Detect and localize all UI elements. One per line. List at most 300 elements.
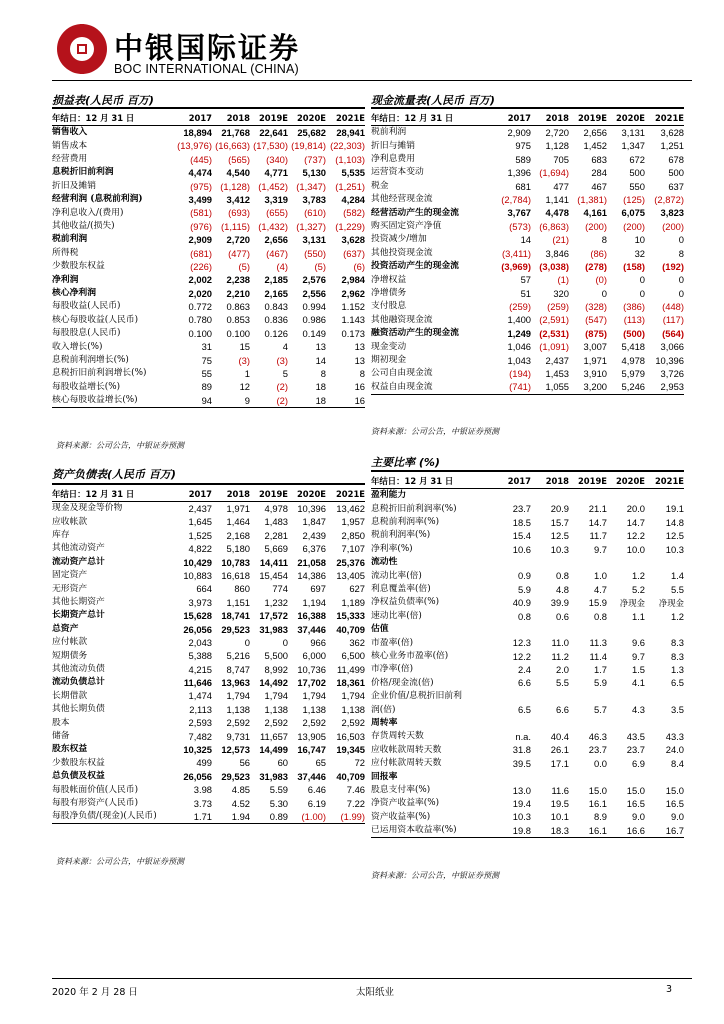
cell-value: 774 <box>272 583 288 595</box>
cell-value: 1.0 <box>593 570 607 582</box>
cell-value: 13.0 <box>512 784 531 796</box>
cell-value: 11,499 <box>337 663 365 675</box>
table-row <box>52 663 365 676</box>
cell-value: 1.5 <box>631 664 645 676</box>
cell-value: 5.30 <box>269 797 288 809</box>
cell-value: (741) <box>491 380 531 394</box>
cell-value: 16.5 <box>665 797 684 809</box>
column-header-label: 年结日：12 月 31 日 <box>371 474 491 489</box>
cell-value: (194) <box>509 368 531 380</box>
cell-value: 0.0 <box>593 757 607 769</box>
cell-value: 975 <box>515 140 531 152</box>
cell-value: 2,592 <box>302 717 326 729</box>
cell-value: 37,446 <box>297 623 326 635</box>
cell-value <box>531 489 569 503</box>
cell-value: (0) <box>595 274 607 286</box>
cell-value: 0.994 <box>302 301 326 313</box>
cell-value: 9.0 <box>670 811 684 823</box>
cell-value: 8.4 <box>670 757 684 769</box>
cell-value: 10,783 <box>221 556 250 568</box>
cell-value: 净现金 <box>658 597 684 608</box>
cell-value: 11,657 <box>260 730 288 742</box>
cell-value: 16,503 <box>336 730 365 742</box>
cell-value: 5.5 <box>670 583 684 595</box>
cell-value: 0.772 <box>188 301 212 313</box>
cell-value: (1,229) <box>335 220 365 232</box>
cell-value: 3,910 <box>583 368 607 380</box>
cell-value: 4,284 <box>341 193 365 205</box>
cell-value: 0 <box>678 234 684 246</box>
footer-page-number: 3 <box>666 984 673 995</box>
cell-value: (1.00) <box>288 810 326 824</box>
footer-company: 太阳纸业 <box>356 987 395 998</box>
cell-value: 2,113 <box>189 703 212 715</box>
cell-value: 1,043 <box>507 354 531 366</box>
table-row <box>371 516 684 529</box>
key-ratios-table <box>371 474 684 838</box>
cell-value: 18.5 <box>512 516 531 528</box>
table-row <box>371 166 684 179</box>
cell-value: 40.9 <box>512 597 531 609</box>
cell-value: 0.149 <box>302 327 326 339</box>
cell-value: 4.85 <box>231 784 250 796</box>
row-label: 净资产收益率(%) <box>371 798 440 809</box>
cell-value <box>491 770 531 783</box>
cell-value: 16 <box>354 381 365 393</box>
table-row <box>371 502 684 515</box>
cell-value: 25,376 <box>336 556 365 568</box>
cell-value: 1,453 <box>545 368 569 380</box>
cell-value: (259) <box>509 301 531 313</box>
row-label: 应收帐款 <box>52 516 88 527</box>
cell-value: 1.2 <box>631 570 645 582</box>
cell-value: 5,979 <box>621 368 645 380</box>
cell-value: 1,396 <box>507 167 531 179</box>
cell-value: 3,628 <box>660 126 684 138</box>
cell-value <box>645 690 684 703</box>
cell-value: 1,957 <box>341 516 365 528</box>
cell-value: (340) <box>266 153 288 165</box>
income-source-note: 资料来源：公司公告，中银证券预测 <box>56 441 184 450</box>
row-label: 润(倍) <box>371 704 396 715</box>
row-label: 估值 <box>371 624 389 635</box>
cell-value: (5) <box>314 260 326 272</box>
cell-value: 11.6 <box>551 784 569 796</box>
table-row <box>371 636 684 649</box>
cell-value: 11.3 <box>589 637 607 649</box>
column-header-label: 年结日：12 月 31 日 <box>52 111 172 126</box>
cell-value <box>645 489 684 503</box>
cell-value: (681) <box>190 247 212 259</box>
cell-value: (1,381) <box>577 193 607 205</box>
row-label: 回报率 <box>371 771 398 782</box>
cell-value: 1,794 <box>302 690 326 702</box>
cell-value: 11.0 <box>551 637 569 649</box>
cell-value <box>491 556 531 569</box>
cell-value: 1,046 <box>507 341 531 353</box>
row-label: 净权益负债率(%) <box>371 597 440 608</box>
cell-value: 4,540 <box>226 167 250 179</box>
cell-value: (192) <box>662 260 684 272</box>
cell-value: 19.8 <box>491 824 531 838</box>
cell-value: 6.6 <box>517 677 531 689</box>
cell-value: 1.2 <box>670 610 684 622</box>
cell-value: 7.22 <box>346 797 365 809</box>
cell-value: 14.7 <box>626 516 645 528</box>
balance-sheet-table <box>52 487 365 824</box>
table-row <box>52 247 365 260</box>
cell-value: 2,909 <box>188 234 212 246</box>
balance-top-rule <box>52 483 365 485</box>
table-row <box>52 596 365 609</box>
cell-value <box>645 770 684 783</box>
cell-value: 3.5 <box>670 704 684 716</box>
cell-value: 2,165 <box>264 287 288 299</box>
cell-value: 1,189 <box>341 596 365 608</box>
row-label: 无形资产 <box>52 583 88 594</box>
cell-value: 2,020 <box>188 287 212 299</box>
cell-value <box>607 770 645 783</box>
row-label: 其他融资现金流 <box>371 314 433 325</box>
table-row <box>52 380 365 393</box>
cell-value: 3,846 <box>545 247 569 259</box>
cell-value: (1,115) <box>220 220 250 232</box>
table-row <box>52 676 365 689</box>
cell-value: 1,525 <box>188 529 212 541</box>
cell-value: (2,872) <box>654 193 684 205</box>
cell-value <box>607 489 645 503</box>
cell-value: 24.0 <box>665 744 684 756</box>
row-label: 流动性 <box>371 557 398 568</box>
cell-value <box>569 556 607 569</box>
row-label: 每股收益(人民币) <box>52 301 121 312</box>
column-header-year: 2021E <box>326 487 365 502</box>
cell-value: 3,200 <box>569 380 607 394</box>
cell-value: (2,784) <box>501 193 531 205</box>
column-header-year: 2021E <box>645 111 684 126</box>
cell-value: 75 <box>201 354 212 366</box>
cell-value: 0.100 <box>188 327 212 339</box>
cell-value: 65 <box>315 757 326 769</box>
cell-value <box>607 690 645 703</box>
row-label: 经营费用 <box>52 154 88 165</box>
table-row <box>371 663 684 676</box>
cell-value: 5,418 <box>621 341 645 353</box>
cell-value: 2,720 <box>226 234 250 246</box>
cell-value: (1,327) <box>296 220 326 232</box>
cell-value: 40.4 <box>550 731 569 743</box>
cell-value: 4.8 <box>555 583 569 595</box>
row-label: 盈利能力 <box>371 490 407 501</box>
cell-value: 5.9 <box>517 583 531 595</box>
cell-value: 6.6 <box>555 704 569 716</box>
cell-value: 1,251 <box>660 140 684 152</box>
cell-value: 0.853 <box>226 314 250 326</box>
table-row <box>371 220 684 233</box>
table-row <box>371 340 684 353</box>
table-row <box>52 153 365 166</box>
table-row <box>52 783 365 796</box>
cell-value: 1,971 <box>226 502 250 514</box>
cell-value: 499 <box>196 757 212 769</box>
table-row <box>52 394 365 408</box>
row-label: 固定资产 <box>52 570 88 581</box>
cell-value: 13 <box>354 341 365 353</box>
cell-value: 6.19 <box>307 797 326 809</box>
cell-value: 11,646 <box>183 677 212 689</box>
table-row <box>371 770 684 783</box>
table-row <box>371 380 684 394</box>
cell-value: 1.1 <box>631 610 645 622</box>
cell-value: 26,056 <box>183 623 212 635</box>
cell-value: (1,103) <box>335 153 365 165</box>
cell-value: 13 <box>315 341 326 353</box>
cell-value: 31.8 <box>512 744 531 756</box>
cell-value: 10.0 <box>626 543 645 555</box>
cell-value: 1,138 <box>302 703 326 715</box>
cell-value: 12.2 <box>626 530 645 542</box>
cell-value: 2,592 <box>226 717 250 729</box>
row-label: 销售收入 <box>52 127 88 138</box>
table-row <box>371 784 684 797</box>
cashflow-statement-table <box>371 111 684 395</box>
row-label: 投资活动产生的现金流 <box>371 261 459 272</box>
cell-value: 0.836 <box>264 314 288 326</box>
column-header-year: 2017 <box>172 487 212 502</box>
cell-value: 31,983 <box>259 623 288 635</box>
cell-value: 678 <box>668 153 684 165</box>
cell-value: 14 <box>315 354 326 366</box>
cell-value: 1,138 <box>264 703 288 715</box>
cell-value: 89 <box>201 381 212 393</box>
table-row <box>52 730 365 743</box>
table-row <box>371 139 684 152</box>
cell-value: 7,482 <box>188 730 212 742</box>
column-header-year: 2020E <box>607 474 645 489</box>
cell-value: 3.73 <box>193 797 212 809</box>
balance-title: 资产负债表(人民币 百万) <box>52 468 176 481</box>
cell-value: 6,376 <box>302 543 326 555</box>
cell-value: 1,794 <box>226 690 250 702</box>
table-row <box>52 542 365 555</box>
cell-value: (3) <box>276 354 288 366</box>
cell-value: 4,215 <box>188 663 212 675</box>
table-row <box>371 300 684 313</box>
cell-value: 55 <box>201 368 212 380</box>
cell-value: (1,452) <box>258 180 288 192</box>
cell-value: 57 <box>520 274 531 286</box>
cell-value: (5) <box>238 260 250 272</box>
cell-value: 681 <box>515 180 531 192</box>
row-label: 税前利润 <box>371 127 407 138</box>
cell-value: 1.7 <box>593 664 607 676</box>
cell-value: 8,747 <box>226 663 250 675</box>
cell-value: 10,736 <box>297 663 326 675</box>
cell-value: 500 <box>629 167 645 179</box>
cell-value: 2,437 <box>188 502 212 514</box>
cell-value: 1,055 <box>531 380 569 394</box>
cell-value: 18 <box>315 381 326 393</box>
cell-value: 1.4 <box>670 570 684 582</box>
cell-value: (2) <box>276 381 288 393</box>
column-header-year: 2019E <box>250 111 288 126</box>
cell-value: (117) <box>662 314 684 326</box>
table-header-row <box>371 111 684 126</box>
cell-value: 18,894 <box>183 126 212 138</box>
table-header-row <box>52 111 365 126</box>
cashflow-source-note: 资料来源：公司公告，中银证券预测 <box>371 427 499 436</box>
cell-value: 467 <box>591 180 607 192</box>
row-label: 销售成本 <box>52 140 88 151</box>
cell-value: 6,500 <box>341 650 365 662</box>
table-row <box>371 676 684 689</box>
table-row <box>371 529 684 542</box>
cell-value: 15.4 <box>512 530 531 542</box>
row-label: 企业价值/息税折旧前利 <box>371 691 462 702</box>
row-label: 经营利润 (息税前利润) <box>52 194 143 205</box>
cell-value: 2,043 <box>188 636 212 648</box>
cell-value: (467) <box>266 247 288 259</box>
row-label: 权益自由现金流 <box>371 380 491 394</box>
table-row <box>52 206 365 219</box>
cell-value: 10,429 <box>183 556 212 568</box>
cell-value: 20.9 <box>550 503 569 515</box>
row-label: 价格/现金流(倍) <box>371 677 434 688</box>
cell-value: (19,814) <box>291 140 326 152</box>
cell-value: 1,483 <box>264 516 288 528</box>
cell-value: 19.5 <box>550 797 569 809</box>
cell-value: 18,741 <box>221 610 250 622</box>
cell-value: 705 <box>553 153 569 165</box>
cell-value: 1,347 <box>621 140 645 152</box>
cell-value: 3,767 <box>507 207 531 219</box>
row-label: 流动负债总计 <box>52 677 105 688</box>
cell-value: 25,682 <box>297 126 326 138</box>
cell-value: 6,000 <box>302 650 326 662</box>
cell-value <box>645 556 684 569</box>
cell-value: (655) <box>266 207 288 219</box>
header-divider <box>52 80 692 81</box>
cell-value: (448) <box>662 301 684 313</box>
cell-value: 11.2 <box>551 650 569 662</box>
table-row <box>371 690 684 703</box>
cell-value: 5.9 <box>593 677 607 689</box>
table-header-row <box>52 487 365 502</box>
row-label: 支付股息 <box>371 301 407 312</box>
cell-value: 2,656 <box>264 234 288 246</box>
cell-value: 17.1 <box>550 757 569 769</box>
cell-value: 0.8 <box>593 610 607 622</box>
cell-value: (226) <box>190 260 212 272</box>
cell-value: 23.7 <box>588 744 607 756</box>
cell-value: 0.89 <box>250 810 288 824</box>
cell-value: 7,107 <box>341 543 365 555</box>
cell-value: 5,180 <box>226 543 250 555</box>
cell-value: 12.5 <box>550 530 569 542</box>
cell-value: 8 <box>678 247 684 259</box>
cell-value: (737) <box>304 153 326 165</box>
row-label: 投资减少/增加 <box>371 234 427 245</box>
cell-value: 3.98 <box>193 784 212 796</box>
table-row <box>52 220 365 233</box>
cell-value: 4.3 <box>631 704 645 716</box>
row-label: 净利息收入/(费用) <box>52 207 124 218</box>
cashflow-title: 现金流量表(人民币 百万) <box>371 94 495 107</box>
cell-value: 1,794 <box>264 690 288 702</box>
cell-value: 16.1 <box>569 824 607 838</box>
cell-value: 21,058 <box>297 556 326 568</box>
cell-value: 16 <box>326 394 365 408</box>
cell-value: 1,128 <box>545 140 569 152</box>
cell-value: 0.780 <box>188 314 212 326</box>
table-row <box>371 287 684 300</box>
row-label: 每股净负债/(现金)(人民币) <box>52 810 172 824</box>
table-row <box>52 327 365 340</box>
cell-value: 3,783 <box>302 193 326 205</box>
table-row <box>371 623 684 636</box>
table-row <box>52 180 365 193</box>
cell-value: 1,138 <box>226 703 250 715</box>
cell-value: 2,593 <box>188 717 212 729</box>
cell-value: 0.8 <box>517 610 531 622</box>
cell-value: 22,641 <box>259 126 288 138</box>
row-label: 已运用资本收益率(%) <box>371 824 491 838</box>
cell-value: 11.4 <box>589 650 607 662</box>
cell-value: 16,388 <box>297 610 326 622</box>
cell-value: 14 <box>520 234 531 246</box>
row-label: 净利率(%) <box>371 543 413 554</box>
row-label: 净增债务 <box>371 287 407 298</box>
cell-value: 12.5 <box>665 530 684 542</box>
cell-value: (1,694) <box>539 167 569 179</box>
cell-value: 10,396 <box>297 502 326 514</box>
cell-value: 15,454 <box>259 569 288 581</box>
cell-value: 8 <box>359 368 365 380</box>
cell-value: 15,333 <box>336 610 365 622</box>
cell-value: 8,992 <box>264 663 288 675</box>
cell-value: (200) <box>585 220 607 232</box>
cell-value: 683 <box>591 153 607 165</box>
cell-value: 9.0 <box>631 811 645 823</box>
cell-value: 13,462 <box>336 502 365 514</box>
row-label: 融资活动产生的现金流 <box>371 328 459 339</box>
cell-value: 60 <box>277 757 288 769</box>
cell-value: 4,978 <box>264 502 288 514</box>
cell-value: 1.143 <box>341 314 365 326</box>
cell-value: 12.3 <box>512 637 531 649</box>
column-header-year: 2019E <box>250 487 288 502</box>
cell-value: 14,386 <box>297 569 326 581</box>
cell-value: 637 <box>668 180 684 192</box>
table-row <box>371 569 684 582</box>
table-row <box>52 502 365 516</box>
table-row <box>52 126 365 140</box>
cell-value: (875) <box>585 327 607 339</box>
cell-value <box>645 623 684 636</box>
table-row <box>52 260 365 273</box>
cell-value: (564) <box>662 327 684 339</box>
column-header-year: 2018 <box>212 487 250 502</box>
cell-value: 14.7 <box>588 516 607 528</box>
cell-value: 3,628 <box>341 234 365 246</box>
cell-value: (3,038) <box>539 260 569 272</box>
cell-value: 15 <box>239 341 250 353</box>
row-label: 长期借款 <box>52 690 88 701</box>
cell-value: 860 <box>234 583 250 595</box>
cell-value: 15.0 <box>588 784 607 796</box>
table-row <box>371 193 684 206</box>
cell-value: 28,941 <box>336 126 365 138</box>
